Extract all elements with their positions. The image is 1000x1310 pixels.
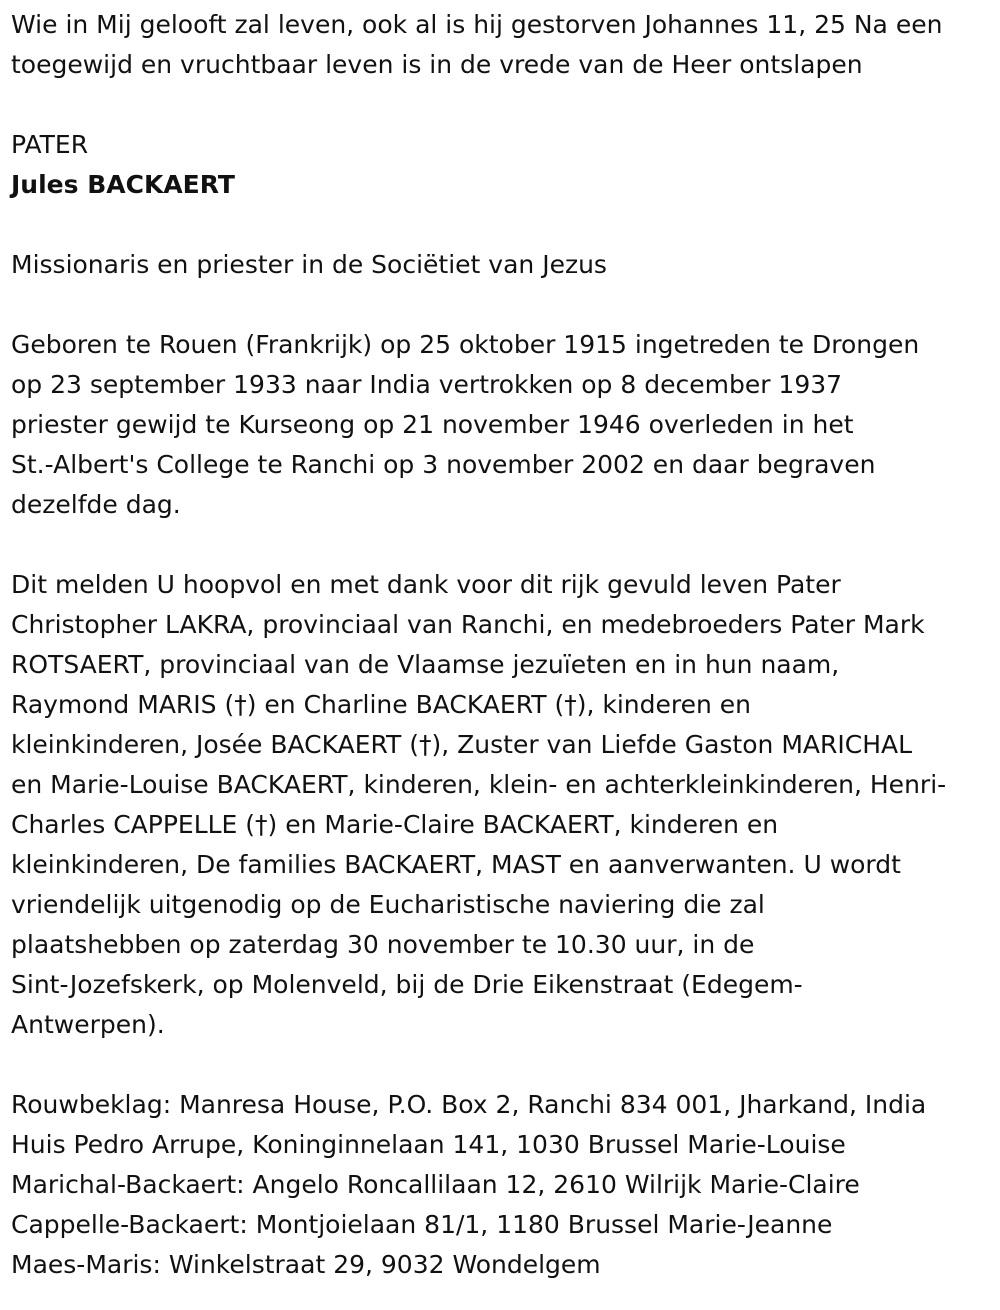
biography-line: priester gewijd te Kurseong op 21 november 1946 overleden in het [11,410,854,439]
announcement-line: Raymond MARIS (†) en Charline BACKAERT (†), kinderen en [11,690,752,719]
condolences-line: Marichal-Backaert: Angelo Roncallilaan 12, 2610 Wilrijk Marie-Claire [11,1170,860,1199]
condolences-line: Huis Pedro Arrupe, Koninginnelaan 141, 1030 Brussel Marie-Louise [11,1130,846,1159]
condolences-line: Cappelle-Backaert: Montjoielaan 81/1, 1180 Brussel Marie-Jeanne [11,1210,833,1239]
announcement-line: ROTSAERT, provinciaal van de Vlaamse jezuïeten en in hun naam, [11,650,840,679]
biography-paragraph [11,325,996,525]
condolences-line: Rouwbeklag: Manresa House, P.O. Box 2, Ranchi 834 001, Jharkand, India [11,1090,927,1119]
announcement-line: kleinkinderen, De families BACKAERT, MAST en aanverwanten. U wordt [11,850,901,879]
announcement-line: en Marie-Louise BACKAERT, kinderen, klein- en achterkleinkinderen, Henri- [11,770,947,799]
announcement-line: Antwerpen). [11,1010,165,1039]
intro-line: toegewijd en vruchtbaar leven is in de vrede van de Heer ontslapen [11,50,863,79]
announcement-line: kleinkinderen, Josée BACKAERT (†), Zuster van Liefde Gaston MARICHAL [11,730,913,759]
deceased-name: Jules BACKAERT [11,170,235,199]
biography-line: St.-Albert's College te Ranchi op 3 november 2002 en daar begraven [11,450,876,479]
intro-line: Wie in Mij gelooft zal leven, ook al is hij gestorven Johannes 11, 25 Na een [11,10,943,39]
condolences-paragraph [11,1085,996,1285]
announcement-paragraph [11,565,996,1045]
announcement-line: Charles CAPPELLE (†) en Marie-Claire BACKAERT, kinderen en [11,810,779,839]
title-prefix: PATER [11,130,89,159]
intro-quote [11,5,996,85]
obituary-notice [11,5,996,1285]
announcement-line: Christopher LAKRA, provinciaal van Ranchi, en medebroeders Pater Mark [11,610,925,639]
announcement-line: Dit melden U hoopvol en met dank voor dit rijk gevuld leven Pater [11,570,841,599]
announcement-line: plaatshebben op zaterdag 30 november te 10.30 uur, in de [11,930,755,959]
biography-line: Geboren te Rouen (Frankrijk) op 25 oktober 1915 ingetreden te Drongen [11,330,920,359]
role-text: Missionaris en priester in de Sociëtiet van Jezus [11,250,607,279]
biography-line: dezelfde dag. [11,490,181,519]
announcement-line: vriendelijk uitgenodig op de Eucharistische naviering die zal [11,890,765,919]
biography-line: op 23 september 1933 naar India vertrokken op 8 december 1937 [11,370,843,399]
title-block [11,125,996,205]
condolences-line: Maes-Maris: Winkelstraat 29, 9032 Wondelgem [11,1250,601,1279]
announcement-line: Sint-Jozefskerk, op Molenveld, bij de Drie Eikenstraat (Edegem- [11,970,803,999]
role-block [11,245,996,285]
